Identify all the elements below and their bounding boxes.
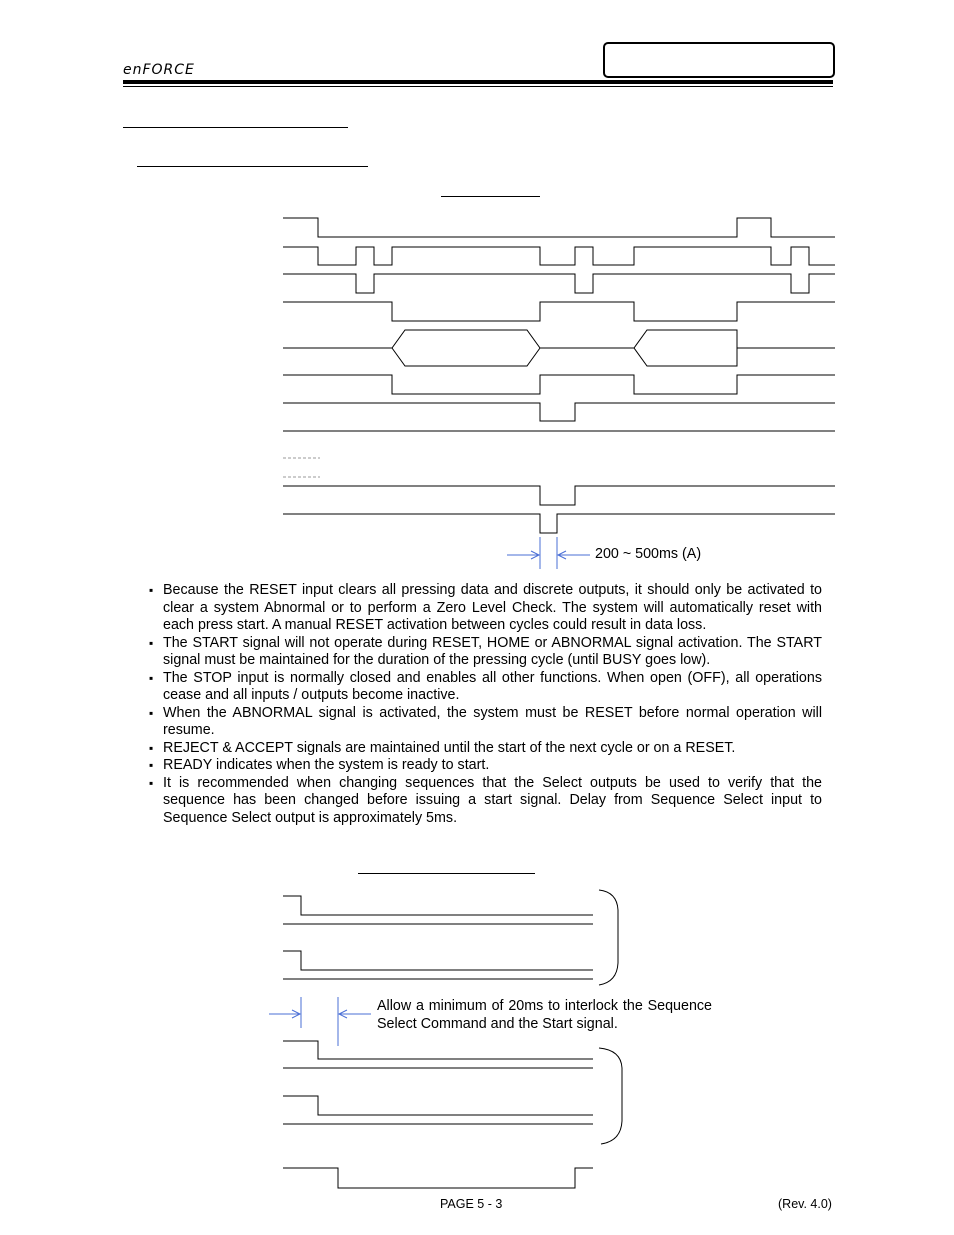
signal-trace-2 [283, 247, 835, 265]
seq-trace-7 [283, 1096, 593, 1115]
seq-trace-9 [283, 1168, 593, 1188]
signal-trace-1 [283, 218, 835, 237]
list-item: ▪ It is recommended when changing sequences that the Select outputs be used to verify that the sequence has been changed before issuing a start signal. Delay from Sequence Select input to Sequence Select output is approximately 5ms. [149, 775, 822, 828]
enforce-logo: enFORCE [123, 62, 195, 78]
brace-bottom [599, 1048, 622, 1144]
list-item: ▪ Because the RESET input clears all pressing data and discrete outputs, it should only be activated to clear a system Abnormal or to perform a Zero Level Check. The system will automatically reset with each press start. A manual RESET activation between cycles could result in data loss. [149, 582, 822, 635]
signal-trace-6 [283, 375, 835, 394]
signal-trace-4 [283, 302, 835, 321]
list-item: ▪ The START signal will not operate during RESET, HOME or ABNORMAL signal activation. The START signal must be maintained for the duration of the pressing cycle (until BUSY goes low). [149, 635, 822, 670]
list-item: ▪ When the ABNORMAL signal is activated, the system must be RESET before normal operation will resume. [149, 705, 822, 740]
interlock-note: Allow a minimum of 20ms to interlock the Sequence Select Command and the Start signal. [377, 998, 712, 1032]
page-number: PAGE 5 - 3 [440, 1197, 503, 1211]
signal-trace-12 [283, 514, 835, 533]
seq-trace-3 [283, 951, 593, 970]
brace-top [599, 890, 618, 985]
timing-note-a: 200 ~ 500ms (A) [595, 546, 702, 562]
seq-trace-5 [283, 1041, 593, 1059]
seq-trace-1 [283, 896, 593, 915]
signal-trace-3 [283, 274, 835, 293]
revision-label: (Rev. 4.0) [778, 1197, 832, 1211]
signal-trace-11 [283, 486, 835, 505]
notes-list [149, 582, 822, 827]
signal-trace-7 [283, 403, 835, 421]
list-item: ▪ The STOP input is normally closed and enables all other functions. When open (OFF), all operations cease and all inputs / outputs become inactive. [149, 670, 822, 705]
list-item: ▪ REJECT & ACCEPT signals are maintained until the start of the next cycle or on a RESET. [149, 740, 822, 758]
signal-trace-5-bus [283, 330, 835, 348]
list-item: ▪ READY indicates when the system is ready to start. [149, 757, 822, 775]
